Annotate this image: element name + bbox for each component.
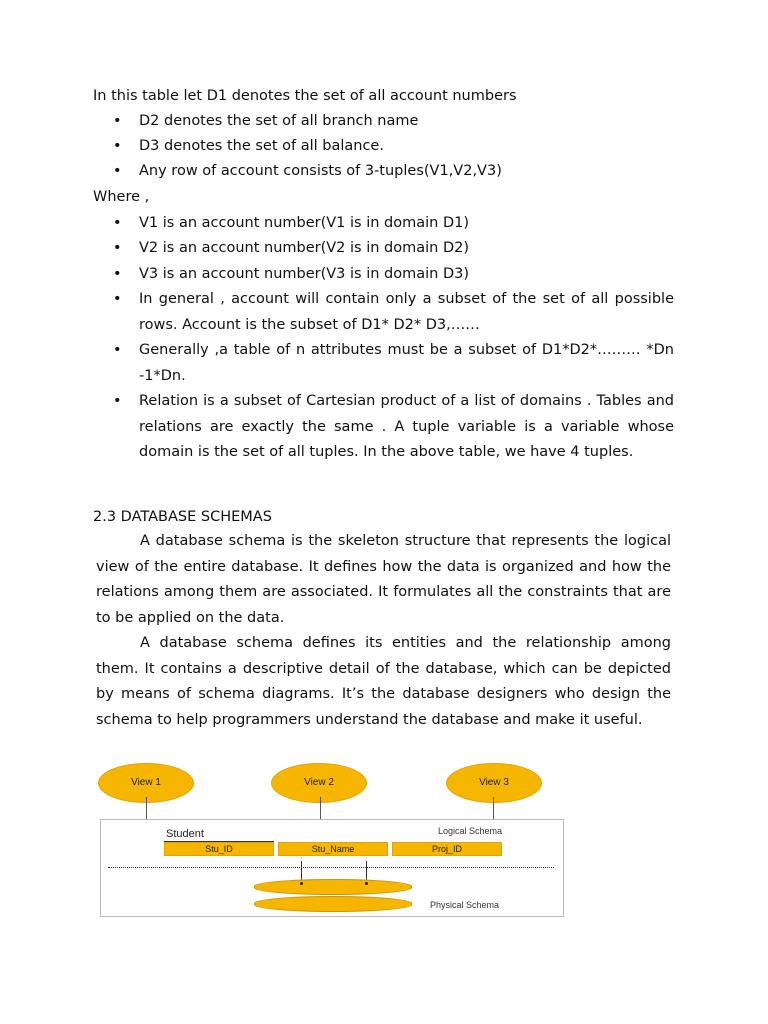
bullet-icon: • bbox=[113, 291, 122, 307]
bullet-icon: • bbox=[113, 266, 122, 282]
bullet-icon: • bbox=[113, 240, 122, 256]
bullet-icon: • bbox=[113, 138, 122, 154]
view-ellipse: View 2 bbox=[271, 763, 367, 803]
list-item: • V1 is an account number(V1 is in domain D1) bbox=[113, 211, 673, 237]
list-item: • Generally ,a table of n attributes must be a subset of D1*D2*……… *Dn -1*Dn. bbox=[113, 338, 673, 390]
bullet-icon: • bbox=[113, 215, 122, 231]
list-item: • Relation is a subset of Cartesian product of a list of domains . Tables and relations are exactly the same . A tuple variable is a variable whose domain is the set of all tuples. In the above table, we have 4 tuples. bbox=[113, 389, 673, 493]
list-item: • D2 denotes the set of all branch name bbox=[113, 109, 673, 135]
schema-diagram bbox=[96, 762, 566, 922]
field-box: Proj_ID bbox=[392, 842, 502, 856]
paragraph: A database schema is the skeleton structure that represents the logical view of the entire database. It defines how the data is organized and how the relations among them are associated. It formulates all the constraints that are to be applied on the data. bbox=[96, 533, 671, 626]
table-name: Student bbox=[166, 828, 204, 840]
list-item: • V3 is an account number(V3 is in domain D3) bbox=[113, 262, 673, 288]
connector-line bbox=[493, 797, 494, 819]
list-item: • D3 denotes the set of all balance. bbox=[113, 134, 673, 160]
database-disk-icon bbox=[254, 896, 412, 912]
list-item: • In general , account will contain only a subset of the set of all possible rows. Account is the subset of D1* D2* D3,…… bbox=[113, 287, 673, 339]
pointer-dot bbox=[365, 882, 368, 885]
view-ellipse: View 1 bbox=[98, 763, 194, 803]
field-box: Stu_ID bbox=[164, 842, 274, 856]
section-heading: 2.3 DATABASE SCHEMAS bbox=[93, 509, 272, 525]
bullet-icon: • bbox=[113, 163, 122, 179]
bullet-icon: • bbox=[113, 393, 122, 409]
bullet-icon: • bbox=[113, 113, 122, 129]
view-ellipse: View 3 bbox=[446, 763, 542, 803]
logical-schema-label: Logical Schema bbox=[438, 826, 503, 836]
database-disk-icon bbox=[254, 879, 412, 895]
pointer-dot bbox=[300, 882, 303, 885]
field-box: Stu_Name bbox=[278, 842, 388, 856]
connector-line bbox=[146, 797, 147, 819]
where-text: Where , bbox=[93, 189, 150, 205]
list-item: • Any row of account consists of 3-tuples(V1,V2,V3) bbox=[113, 159, 673, 185]
bullet-icon: • bbox=[113, 342, 122, 358]
intro-text: In this table let D1 denotes the set of all account numbers bbox=[93, 88, 517, 104]
connector-line bbox=[320, 797, 321, 819]
list-item: • V2 is an account number(V2 is in domain D2) bbox=[113, 236, 673, 262]
physical-schema-label: Physical Schema bbox=[430, 900, 500, 910]
paragraph: A database schema defines its entities and the relationship among them. It contains a descriptive detail of the database, which can be depicted by means of schema diagrams. It’s the database designers who design the schema to help programmers understand the database and make it useful. bbox=[96, 635, 671, 728]
schema-divider bbox=[108, 867, 554, 868]
